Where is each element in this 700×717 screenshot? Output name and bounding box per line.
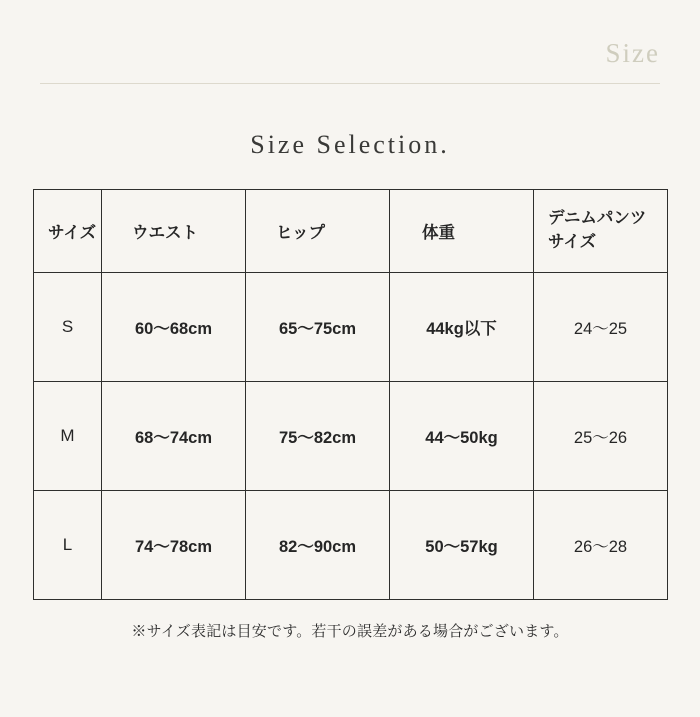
cell-denim-l: 26〜28	[534, 491, 668, 600]
cell-size-m: M	[34, 382, 102, 491]
cell-denim-s: 24〜25	[534, 273, 668, 382]
cell-size-l: L	[34, 491, 102, 600]
size-table	[33, 189, 668, 600]
page-title: Size Selection.	[250, 130, 450, 159]
table-row	[34, 273, 668, 382]
cell-waist-m: 68〜74cm	[102, 382, 246, 491]
cell-weight-m: 44〜50kg	[390, 382, 534, 491]
table-body	[34, 273, 668, 600]
column-header-hip: ヒップ	[246, 190, 390, 273]
header-divider	[40, 83, 660, 84]
header-size-label: Size	[605, 38, 660, 68]
size-table-container	[33, 189, 667, 600]
cell-size-s: S	[34, 273, 102, 382]
page-header	[40, 36, 660, 94]
cell-waist-s: 60〜68cm	[102, 273, 246, 382]
table-row	[34, 491, 668, 600]
cell-hip-m: 75〜82cm	[246, 382, 390, 491]
denim-label-line-2: サイズ	[548, 233, 597, 251]
column-header-weight: 体重	[390, 190, 534, 273]
denim-label-line-1: デニムパンツ	[548, 209, 647, 228]
cell-hip-l: 82〜90cm	[246, 491, 390, 600]
size-note: ※サイズ表記は目安です。若干の誤差がある場合がございます。	[131, 623, 569, 640]
cell-weight-s: 44kg以下	[390, 273, 534, 382]
cell-hip-s: 65〜75cm	[246, 273, 390, 382]
cell-denim-m: 25〜26	[534, 382, 668, 491]
cell-weight-l: 50〜57kg	[390, 491, 534, 600]
cell-waist-l: 74〜78cm	[102, 491, 246, 600]
table-header-row	[34, 190, 668, 273]
table-row	[34, 382, 668, 491]
column-header-waist: ウエスト	[102, 190, 246, 273]
column-header-denim-size	[534, 190, 668, 273]
column-header-size: サイズ	[34, 190, 102, 273]
